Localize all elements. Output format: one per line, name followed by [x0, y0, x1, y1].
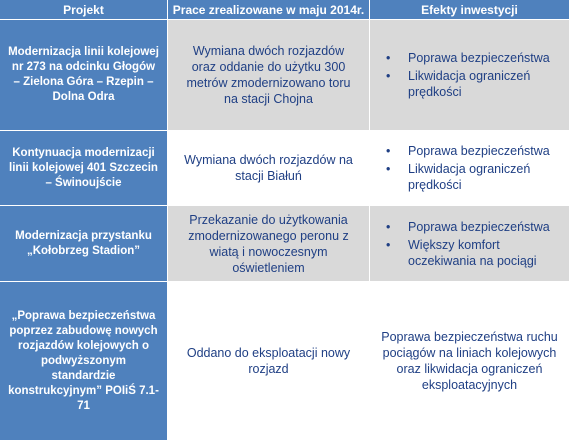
effect-item: • Likwidacja ograniczeń prędkości: [386, 68, 569, 100]
effect-item: • Większy komfort oczekiwania na pociągi: [386, 237, 569, 269]
effects-list-3: [386, 217, 569, 271]
project-cell-4: „Poprawa bezpieczeństwa poprzez zabudowę nowych rozjazdów kolejowych o podwyższonym standardzie konstrukcyjnym” POIiŚ 7.1-71: [0, 282, 168, 441]
effect-item: • Likwidacja ograniczeń prędkości: [386, 161, 569, 193]
works-cell-1: Wymiana dwóch rozjazdów oraz oddanie do użytku 300 metrów zmodernizowano toru na stacji Chojna: [168, 20, 370, 131]
effect-item: • Poprawa bezpieczeństwa: [386, 219, 569, 235]
effects-cell-4: Poprawa bezpieczeństwa ruchu pociągów na liniach kolejowych oraz likwidacja ograniczeń eksploatacyjnych: [370, 282, 570, 441]
effect-item: • Poprawa bezpieczeństwa: [386, 143, 569, 159]
project-cell-2: Kontynuacja modernizacji linii kolejowej 401 Szczecin – Świnoujście: [0, 131, 168, 206]
effects-cell-3: [370, 206, 570, 282]
effect-item: • Poprawa bezpieczeństwa: [386, 50, 569, 66]
effects-cell-2: [370, 131, 570, 206]
effects-list-2: [386, 141, 569, 195]
project-cell-1: Modernizacja linii kolejowej nr 273 na odcinku Głogów – Zielona Góra – Rzepin – Dolna Odra: [0, 20, 168, 131]
effects-cell-1: [370, 20, 570, 131]
header-works: Prace zrealizowane w maju 2014r.: [168, 0, 370, 20]
project-cell-3: Modernizacja przystanku „Kołobrzeg Stadion”: [0, 206, 168, 282]
header-project: Projekt: [0, 0, 168, 20]
works-cell-2: Wymiana dwóch rozjazdów na stacji Białuń: [168, 131, 370, 206]
works-cell-3: Przekazanie do użytkowania zmodernizowanego peronu z wiatą i nowoczesnym oświetleniem: [168, 206, 370, 282]
effects-list-1: [386, 48, 569, 102]
header-effects: Efekty inwestycji: [370, 0, 570, 20]
works-cell-4: Oddano do eksploatacji nowy rozjazd: [168, 282, 370, 441]
